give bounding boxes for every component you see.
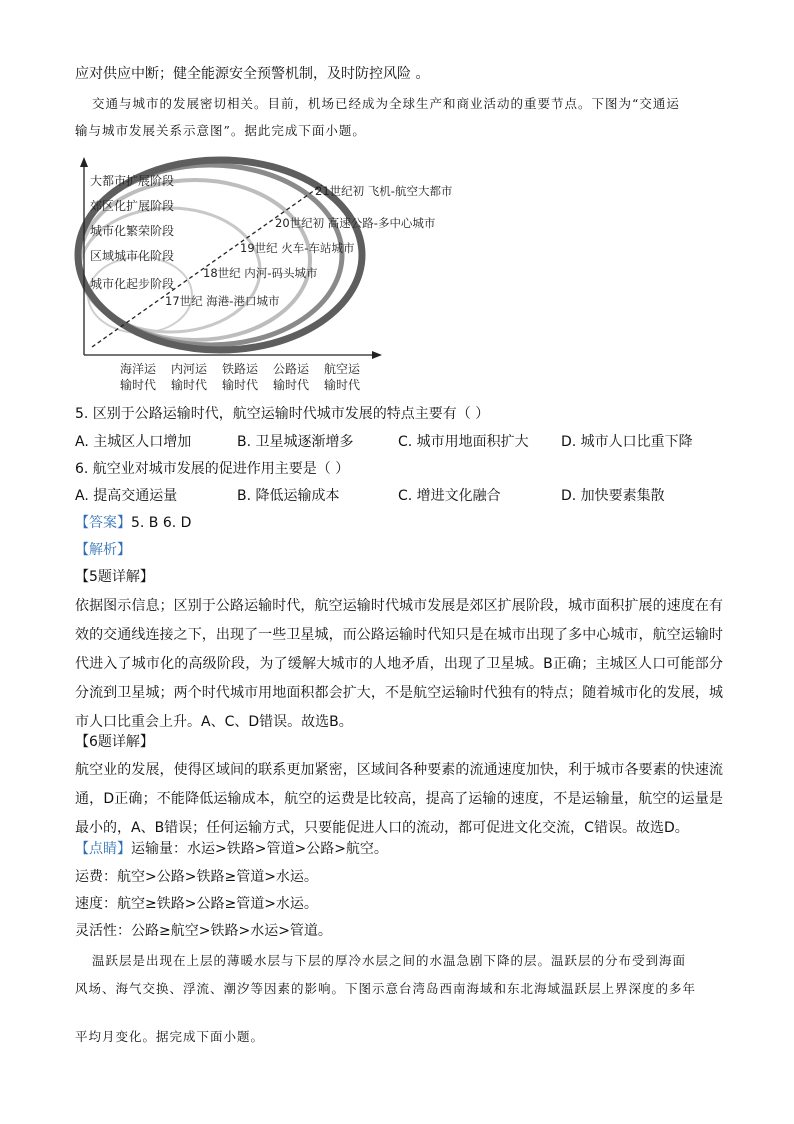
d5-text: 依据图示信息；区别于公路运输时代，航空运输时代城市发展是郊区扩展阶段，城市面积扩展的速度在有效的交通线连接之下，出现了一些卫星城，而公路运输时代知只是在城市出现了多中心城市，航空运输时代进入了城市化的高级阶段，为了缓解大城市的人地矛盾，出现了卫星城。B正确；主城区人口可能部分分流到卫星城；两个时代城市用地面积都会扩大，不是航空运输时代独有的特点；随着城市化的发展，城市人口比重会上升。A、C、D错误。故选B。: [75, 598, 723, 730]
next-line-1: 温跃层是出现在上层的薄暖水层与下层的厚冷水层之间的水温急剧下降的层。温跃层的分布受到海面: [92, 953, 687, 968]
answer-label: 【答案】: [75, 515, 131, 531]
tips-line-4: 灵活性：公路≥航空>铁路>水运>管道。: [75, 923, 332, 939]
era-label: 输时代: [171, 378, 208, 392]
q5-stem: 5. 区别于公路运输时代，航空运输时代城市发展的特点主要有（ ）: [75, 406, 490, 422]
transport-city-diagram: [70, 155, 453, 395]
q5-option-d: D. 城市人口比重下降: [561, 434, 693, 450]
answer-text: 5. B 6. D: [131, 515, 192, 531]
stage-label: 城市化繁荣阶段: [90, 224, 175, 238]
era-label: 内河运: [171, 362, 208, 376]
tips-row: [75, 839, 388, 859]
x-axis-arrow: [372, 351, 382, 359]
d5-title: 【5题详解】: [75, 569, 154, 585]
stage-label: 区域城市化阶段: [90, 249, 175, 263]
stage-label: 郊区化扩展阶段: [90, 199, 175, 213]
tips-line-2: 运费：航空>公路>铁路≥管道>水运。: [75, 869, 318, 885]
intro-line-1: 交通与城市的发展密切相关。目前，机场已经成为全球生产和商业活动的重要节点。下图为“交通运: [92, 96, 680, 111]
next-line-3: 平均月变化。据完成下面小题。: [75, 1029, 265, 1044]
q6-option-a: A. 提高交通运量: [75, 488, 178, 504]
q5-option-b: B. 卫星城逐渐增多: [237, 434, 354, 450]
q6-option-b: B. 降低运输成本: [237, 488, 340, 504]
era-label: 航空运: [324, 362, 361, 376]
point-label: 21世纪初 飞机-航空大都市: [315, 184, 453, 198]
point-label: 18世纪 内河-码头城市: [203, 266, 318, 280]
era-label: 输时代: [324, 378, 361, 392]
answer-row: [75, 513, 191, 533]
tips-label: 【点睛】: [75, 841, 131, 857]
d6-text: 航空业的发展，使得区域间的联系更加紧密，区域间各种要素的流通速度加快，利于城市各要素的快速流通，D正确；不能降低运输成本，航空的运费是比较高，提高了运输的速度，不是运输量，航空的运量是最小的，A、B错误；任何运输方式，只要能促进人口的流动，都可促进文化交流，C错误。故选D。: [75, 762, 723, 836]
analysis-label: 【解析】: [75, 542, 131, 558]
era-label: 输时代: [222, 378, 259, 392]
y-axis-arrow: [80, 157, 88, 167]
q6-stem: 6. 航空业对城市发展的促进作用主要是（ ）: [75, 461, 350, 477]
point-label: 17世纪 海港-港口城市: [165, 294, 280, 308]
point-label: 19世纪 火车-车站城市: [240, 241, 355, 255]
era-label: 输时代: [120, 378, 157, 392]
q5-option-a: A. 主城区人口增加: [75, 434, 192, 450]
stage-label: 大都市扩展阶段: [90, 174, 175, 188]
q6-option-c: C. 增进文化融合: [398, 488, 501, 504]
stage-label: 城市化起步阶段: [90, 277, 175, 291]
era-label: 输时代: [273, 378, 310, 392]
d6-title: 【6题详解】: [75, 734, 154, 750]
tips-line-3: 速度：航空≥铁路>公路≥管道>水运。: [75, 896, 318, 912]
point-label: 20世纪初 高速公路-多中心城市: [275, 216, 436, 230]
top-line: 应对供应中断；健全能源安全预警机制，及时防控风险 。: [75, 66, 430, 82]
q5-option-c: C. 城市用地面积扩大: [398, 434, 529, 450]
era-label: 海洋运: [120, 362, 157, 376]
intro-line-2: 输与城市发展关系示意图”。据此完成下面小题。: [75, 123, 366, 138]
tips-line-1: 运输量：水运>铁路>管道>公路>航空。: [131, 841, 388, 857]
next-line-2: 风场、海气交换、浮流、潮汐等因素的影响。下图示意台湾岛西南海域和东北海域温跃层上界深度的多年: [75, 981, 697, 996]
era-label: 铁路运: [222, 362, 259, 376]
era-label: 公路运: [273, 362, 310, 376]
q6-option-d: D. 加快要素集散: [561, 488, 665, 504]
